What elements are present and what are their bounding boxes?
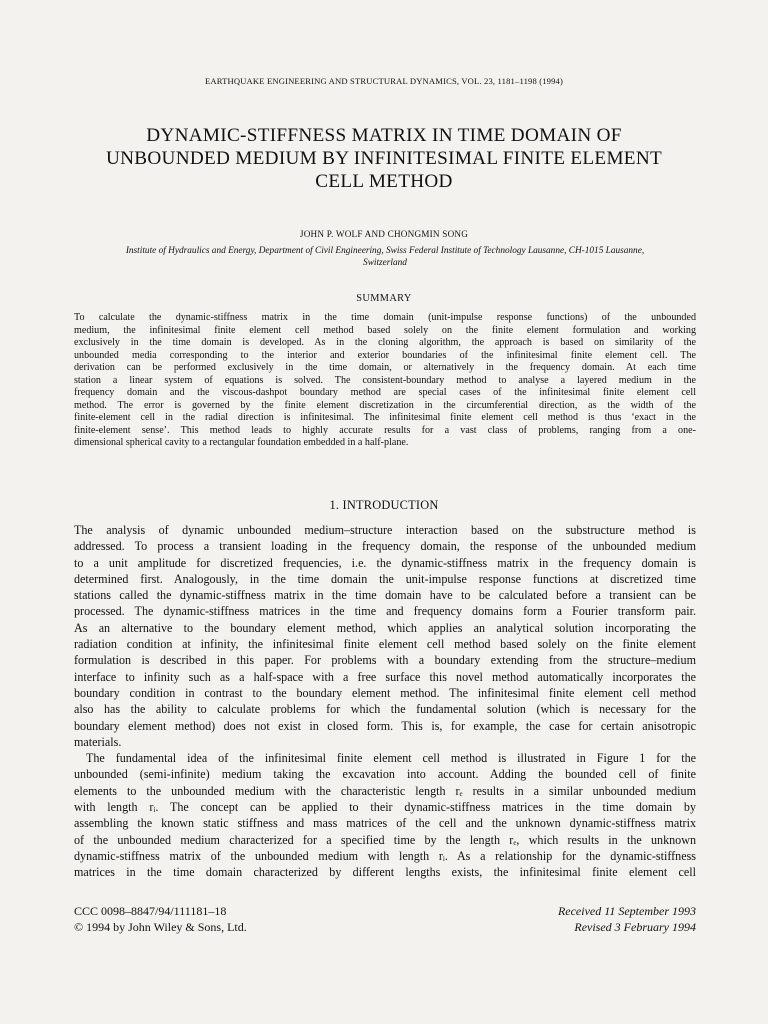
summary-line: medium, the infinitesimal finite element cell method based solely on the finite element formulation and working xyxy=(74,324,696,336)
summary-line: dimensional spherical cavity to a rectangular foundation embedded in a half-plane. xyxy=(74,437,409,448)
body-line: with length rᵢ. The concept can be applied to their dynamic-stiffness matrices in the time domain by xyxy=(74,800,696,815)
body-line: The analysis of dynamic unbounded medium–structure interaction based on the substructure method is xyxy=(74,523,696,537)
body-line: The fundamental idea of the infinitesimal finite element cell method is illustrated in Figure 1 for the xyxy=(86,751,696,766)
summary-line: To calculate the dynamic-stiffness matrix in the time domain (unit-impulse response functions) of the unbounded xyxy=(74,312,696,323)
title-line: DYNAMIC-STIFFNESS MATRIX IN TIME DOMAIN OF xyxy=(146,125,622,146)
body-line: elements to the unbounded medium with the characteristic length rₑ results in a similar unbounded medium xyxy=(74,783,696,798)
summary-abstract xyxy=(74,312,696,450)
body-line: dynamic-stiffness matrix of the unbounded medium with length rᵢ. As a relationship for the dynamic-stiffness xyxy=(74,848,696,863)
summary-line: finite-element sense’. This method leads to highly accurate results for a vast class of problems, ranging from a one- xyxy=(74,424,696,436)
body-line: unbounded (semi-infinite) medium taking the excavation into account. Adding the bounded cell of finite xyxy=(74,767,696,782)
copyright-footer xyxy=(74,903,247,935)
copyright-notice: © 1994 by John Wiley & Sons, Ltd. xyxy=(74,920,247,934)
body-line: As an alternative to the boundary element method, which applies an analytical solution incorporating the xyxy=(74,620,696,635)
summary-line: exclusively in the time domain is developed. As in the cloning algorithm, the approach is based on similarity of the xyxy=(74,337,696,348)
summary-line: unbounded media corresponding to the interior and exterior boundaries of the infinitesimal finite element cell. The xyxy=(74,349,696,361)
affiliation xyxy=(74,245,696,269)
body-line: to a unit amplitude for discretized frequencies, i.e. the dynamic-stiffness matrix in the frequency domain is xyxy=(74,555,696,570)
authors: JOHN P. WOLF AND CHONGMIN SONG xyxy=(299,229,469,239)
summary-line: derivation can be performed exclusively in the time domain, or alternatively in the frequency domain. At each time xyxy=(74,362,696,373)
body-line: processed. The dynamic-stiffness matrices in the time and frequency domains form a Fourier transform pair. xyxy=(74,604,696,619)
article-title xyxy=(40,124,728,193)
summary-line: finite-element cell in the radial direction is infinitesimal. The infinitesimal finite element cell method is thus ‘exact in the xyxy=(74,412,696,423)
body-line: formulation is described in this paper. For problems with a boundary extending from the structure–medium xyxy=(74,653,696,668)
title-line: UNBOUNDED MEDIUM BY INFINITESIMAL FINITE ELEMENT xyxy=(105,148,663,169)
body-line: interface to infinity such as a half-space with a free surface this novel method automatically incorporates the xyxy=(74,669,696,684)
ccc-code: CCC 0098–8847/94/111181–18 xyxy=(74,904,227,918)
body-line: addressed. To process a transient loading in the frequency domain, the response of the unbounded medium xyxy=(74,539,696,554)
title-line: CELL METHOD xyxy=(315,171,453,192)
summary-line: frequency domain and the viscous-dashpot boundary method are special cases of the infinitesimal finite element cell xyxy=(74,387,696,398)
journal-header: EARTHQUAKE ENGINEERING AND STRUCTURAL DYNAMICS, VOL. 23, 1181–1198 (1994) xyxy=(204,76,564,86)
received-dates xyxy=(558,903,696,935)
received-date: Received 11 September 1993 xyxy=(557,904,696,918)
section-heading-introduction: 1. INTRODUCTION xyxy=(329,498,439,512)
affiliation-line: Institute of Hydraulics and Energy, Department of Civil Engineering, Swiss Federal Institute of Technology Lausanne, CH-1015 Lausanne, xyxy=(125,246,645,256)
body-line: boundary condition in contrast to the boundary element method. The infinitesimal finite element cell method xyxy=(74,685,696,700)
summary-heading: SUMMARY xyxy=(356,293,412,304)
affiliation-line: Switzerland xyxy=(363,258,407,268)
summary-line: station a linear system of equations is solved. The consistent-boundary method to analyse a layered medium in the xyxy=(74,374,696,386)
body-line: assembling the known static stiffness and mass matrices of the cell and the unknown dynamic-stiffness matrix xyxy=(74,816,696,831)
revised-date: Revised 3 February 1994 xyxy=(574,920,696,934)
summary-line: method. The error is governed by the finite element discretization in the circumferential direction, as the width of the xyxy=(74,399,696,411)
body-line: also has the ability to calculate problems for which the fundamental solution (which is necessary for the xyxy=(74,702,696,717)
body-line: determined first. Analogously, in the time domain the unit-impulse response functions at discretized time xyxy=(74,571,696,586)
body-line: boundary element method) does not exist in closed form. This is, for example, the case for certain anisotropic xyxy=(74,718,696,733)
introduction-body xyxy=(74,522,696,881)
body-line: radiation condition at infinity, the infinitesimal finite element cell method based solely on the finite element xyxy=(74,637,696,652)
body-line: matrices in the time domain characterized by different lengths exists, the infinitesimal finite element cell xyxy=(74,865,696,880)
body-line: of the unbounded medium characterized for a specified time by the length rₑ, which results in the unknown xyxy=(74,832,696,847)
body-line: materials. xyxy=(74,734,122,749)
body-line: stations called the dynamic-stiffness matrix in the time domain have to be calculated before a transient can be xyxy=(74,588,696,603)
